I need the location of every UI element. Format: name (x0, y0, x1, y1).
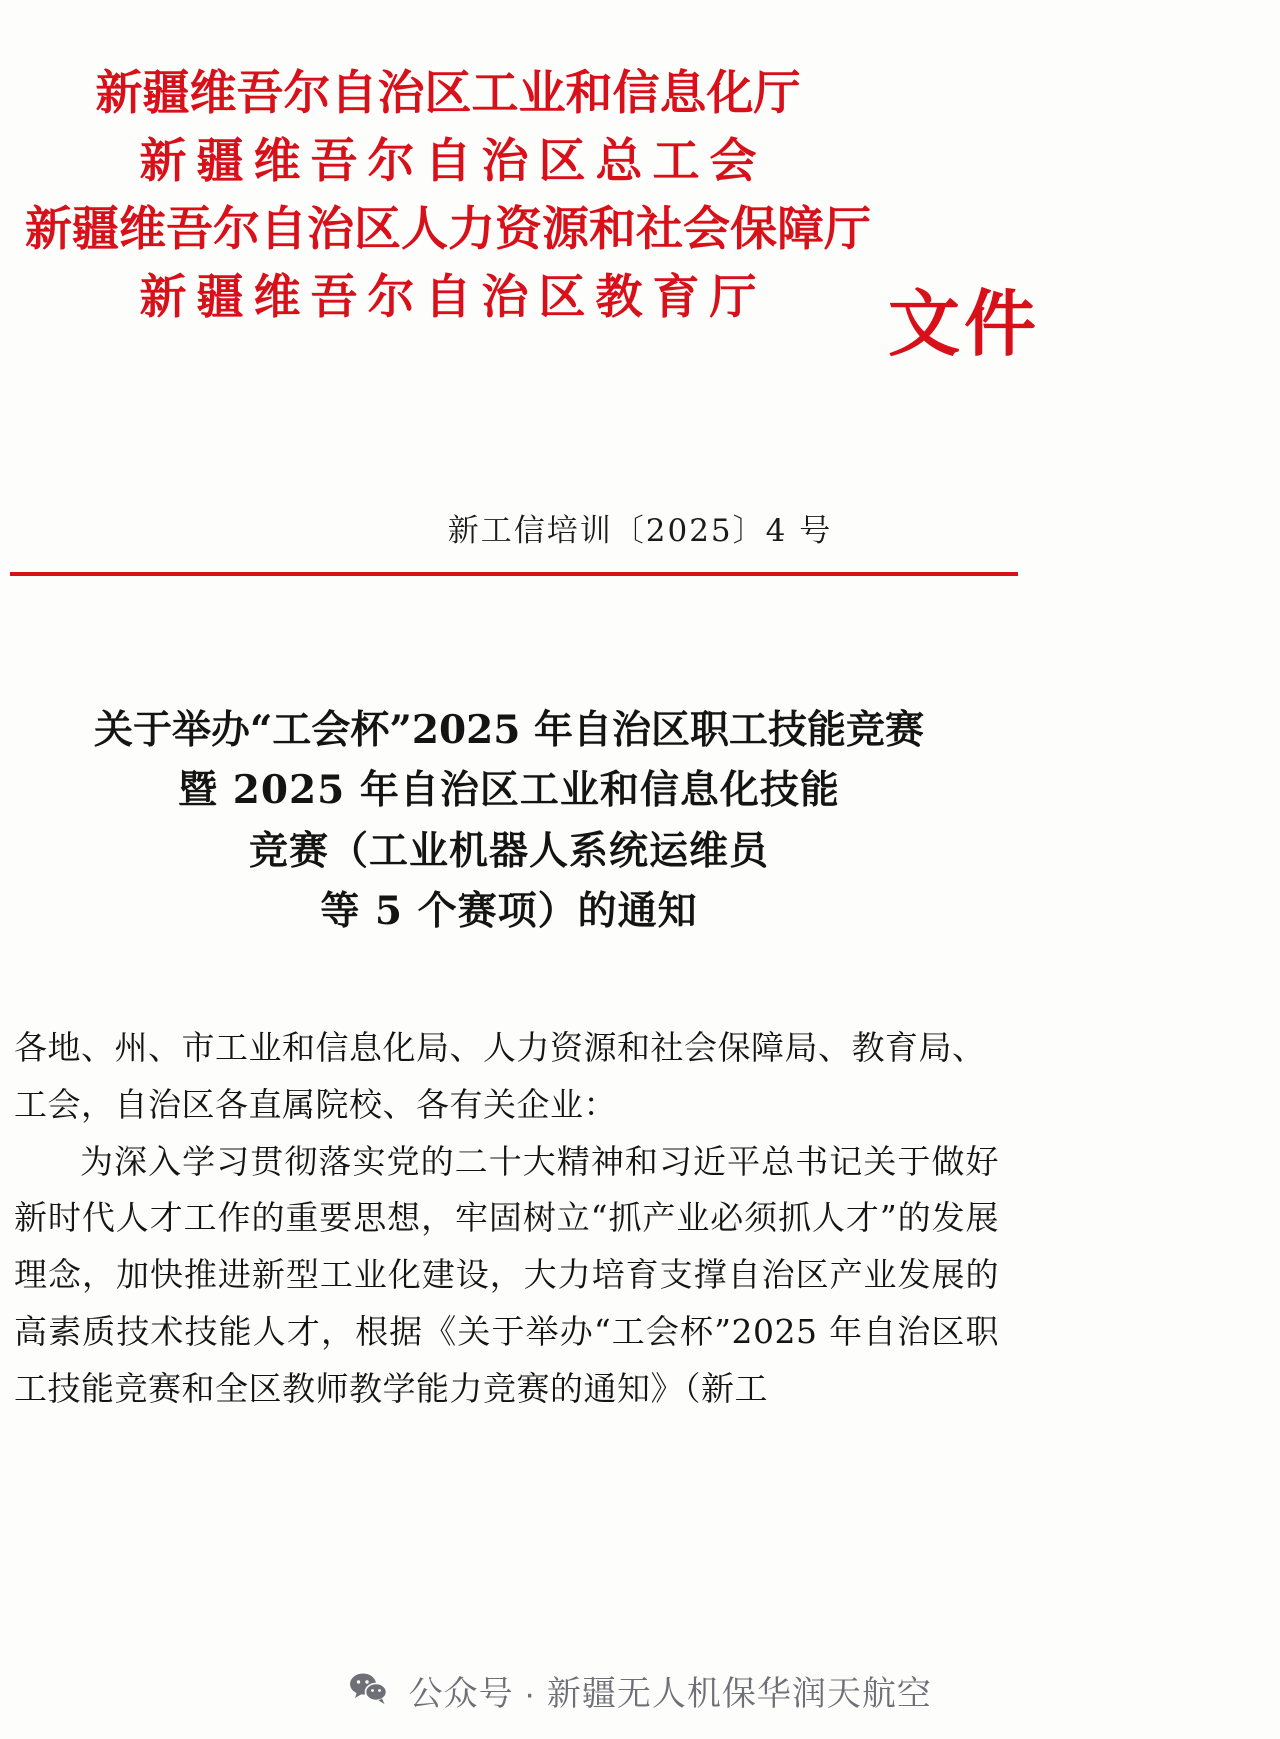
title-line-2: 暨 2025 年自治区工业和信息化技能 (178, 767, 840, 814)
document-body (14, 1020, 999, 1417)
document-number: 新工信培训〔2025〕4 号 (447, 513, 833, 549)
org-line-4: 新疆维吾尔自治区教育厅 (139, 270, 767, 325)
watermark-footer (0, 1666, 1280, 1715)
title-line-1: 关于举办“工会杯”2025 年自治区职工技能竞赛 (94, 707, 924, 753)
title-line-4: 等 5 个赛项）的通知 (320, 888, 698, 935)
addressee-line-2: 工会，自治区各直属院校、各有关企业： (14, 1084, 617, 1124)
wechat-icon (348, 1671, 388, 1705)
document-title (14, 700, 1004, 942)
addressee-line-1: 各地、州、市工业和信息化局、人力资源和社会保障局、教育局、 (14, 1028, 986, 1067)
document-word: 文件 (888, 281, 1041, 366)
org-line-3: 新疆维吾尔自治区人力资源和社会保障厅 (25, 202, 871, 257)
red-divider (10, 572, 1018, 576)
letterhead (0, 66, 1280, 450)
body-paragraph-1: 为深入学习贯彻落实党的二十大精神和习近平总书记关于做好新时代人才工作的重要思想，牢固树立“抓产业必须抓人才”的发展理念，加快推进新型工业化建设，大力培育支撑自治区产业发展的高素质技术技能人才，根据《关于举办“工会杯”2025 年自治区职工技能竞赛和全区教师教学能力竞赛的通知》（新工 (14, 1141, 999, 1408)
watermark-text: 公众号 · 新疆无人机保华润天航空 (408, 1675, 932, 1713)
org-line-2: 新疆维吾尔自治区总工会 (139, 134, 767, 189)
org-line-1: 新疆维吾尔自治区工业和信息化厅 (95, 66, 801, 121)
issuing-organizations (18, 66, 878, 342)
title-line-3: 竞赛（工业机器人系统运维员 (248, 827, 769, 874)
